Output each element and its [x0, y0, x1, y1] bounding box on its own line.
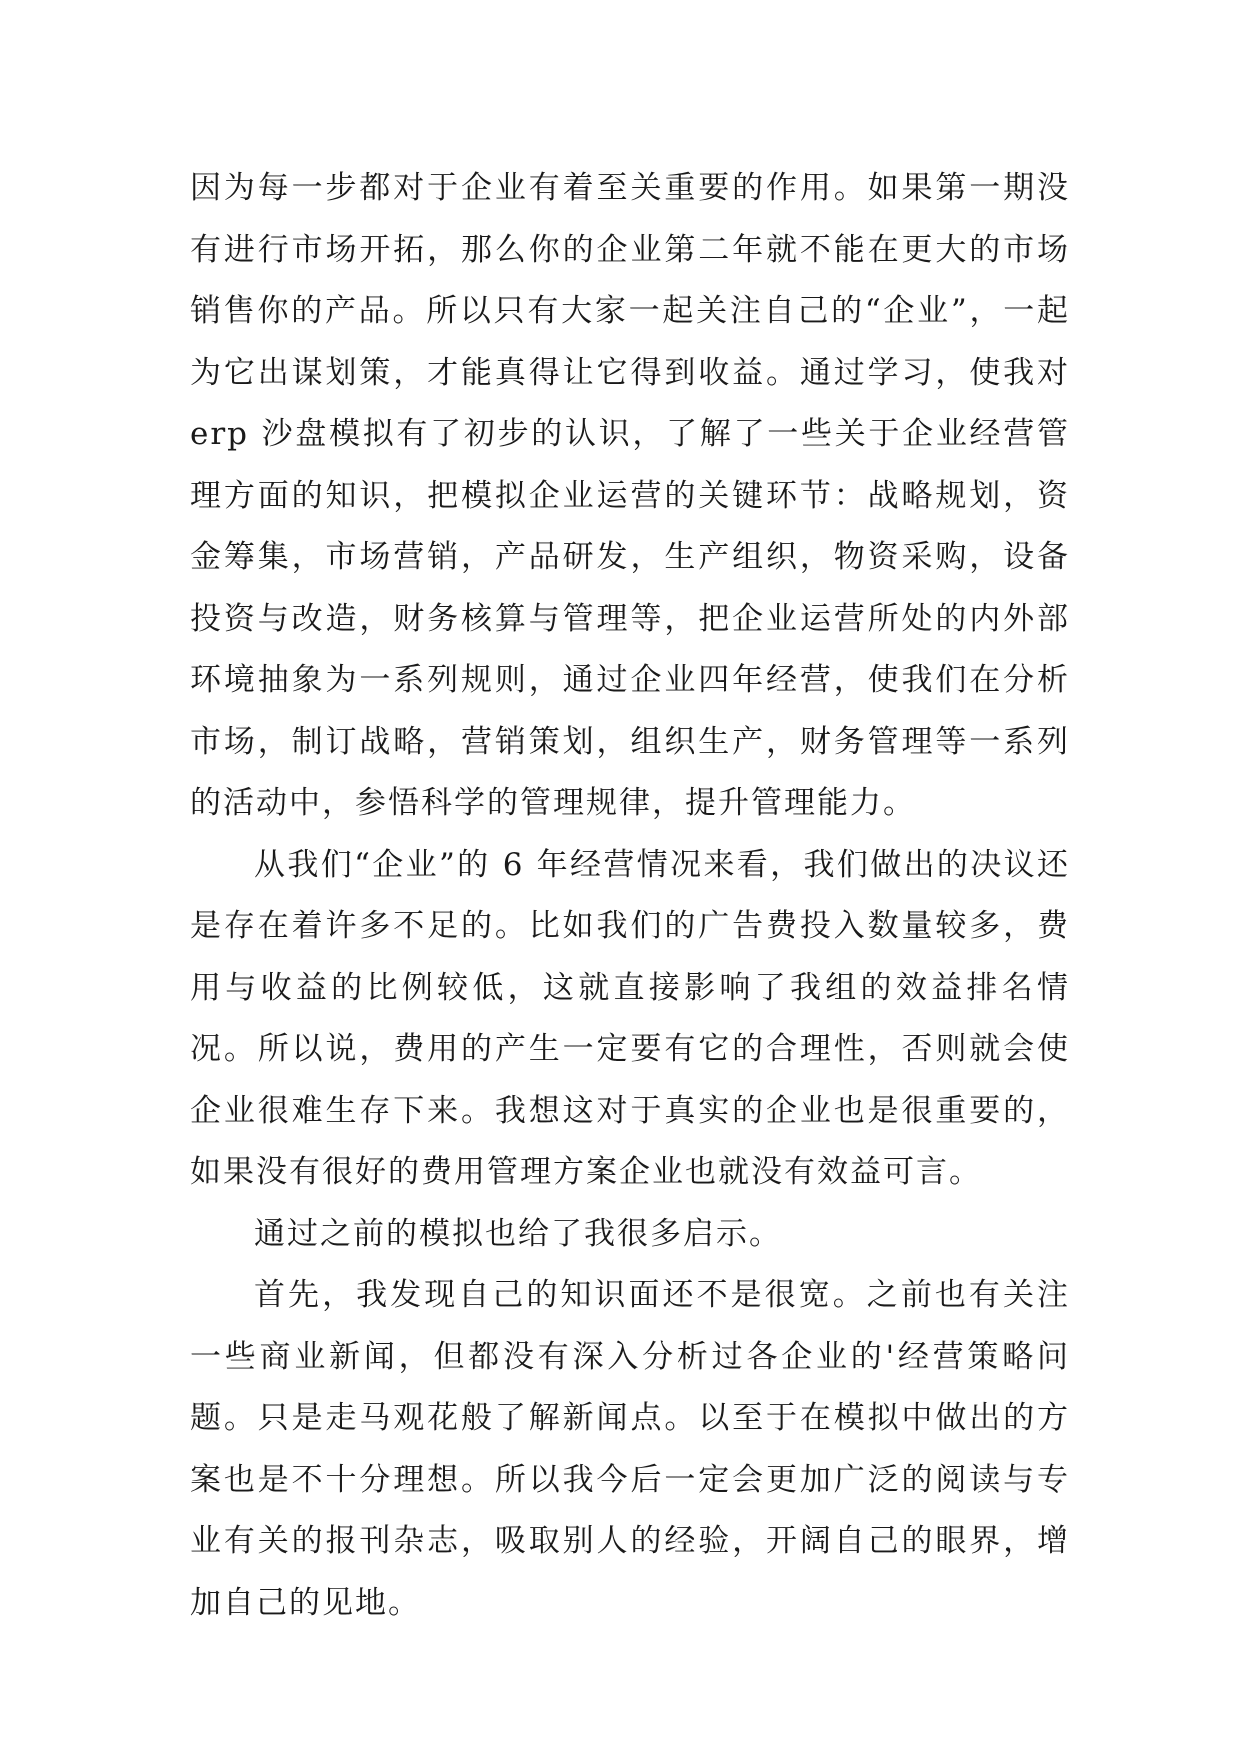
paragraph-2: 从我们“企业”的 6 年经营情况来看，我们做出的决议还是存在着许多不足的。比如我们的广告费投入数量较多，费用与收益的比例较低，这就直接影响了我组的效益排名情况。所以说，费用的产生一定要有它的合理性，否则就会使企业很难生存下来。我想这对于真实的企业也是很重要的，如果没有很好的费用管理方案企业也就没有效益可言。 — [190, 846, 1070, 1190]
paragraph-4: 首先，我发现自己的知识面还不是很宽。之前也有关注一些商业新闻，但都没有深入分析过各企业的'经营策略问题。只是走马观花般了解新闻点。以至于在模拟中做出的方案也是不十分理想。所以我今后一定会更加广泛的阅读与专业有关的报刊杂志，吸取别人的经验，开阔自己的眼界，增加自己的见地。 — [190, 1277, 1070, 1621]
paragraph-3: 通过之前的模拟也给了我很多启示。 — [254, 1215, 782, 1252]
paragraph-1: 因为每一步都对于企业有着至关重要的作用。如果第一期没有进行市场开拓，那么你的企业第二年就不能在更大的市场销售你的产品。所以只有大家一起关注自己的“企业”，一起为它出谋划策，才能真得让它得到收益。通过学习，使我对 erp 沙盘模拟有了初步的认识，了解了一些关于企业经营管理方面的知识，把模拟企业运营的关键环节：战略规划，资金筹集，市场营销，产品研发，生产组织，物资采购，设备投资与改造，财务核算与管理等，把企业运营所处的内外部环境抽象为一系列规则，通过企业四年经营，使我们在分析市场，制订战略，营销策划，组织生产，财务管理等一系列的活动中，参悟科学的管理规律，提升管理能力。 — [190, 170, 1070, 821]
document-body — [190, 158, 1070, 1634]
